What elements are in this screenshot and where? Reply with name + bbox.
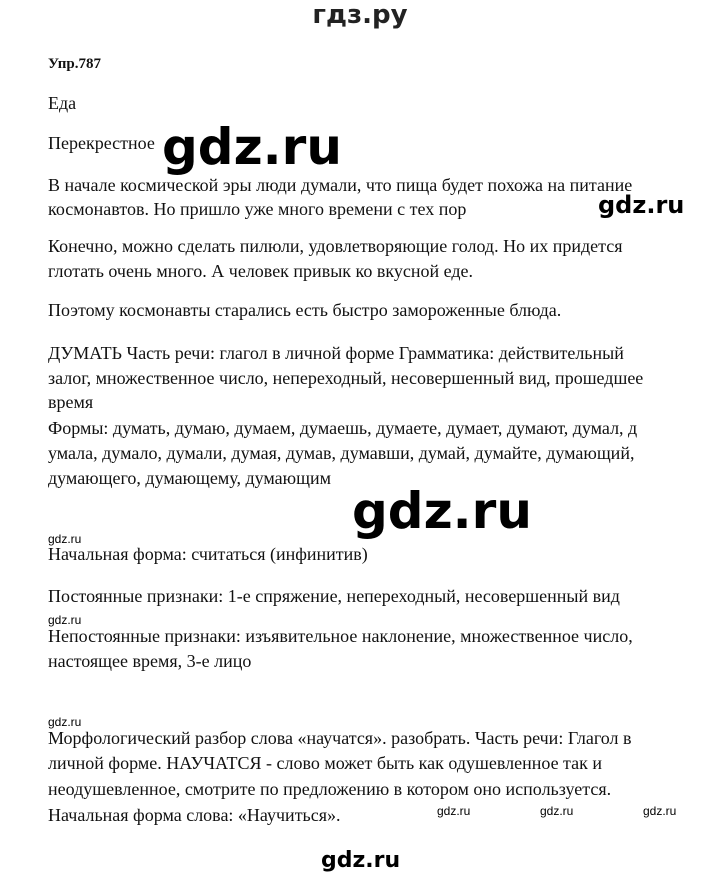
- text-line: Постоянные признаки: 1-е спряжение, непереходный, несовершенный вид: [48, 586, 620, 606]
- text-line: Морфологический разбор слова «научатся». разобрать. Часть речи: Глагол в: [48, 728, 632, 748]
- text-line: Начальная форма слова: «Научиться».: [48, 805, 341, 825]
- watermark: gdz.ru: [540, 804, 574, 818]
- watermark: gdz.ru: [352, 482, 532, 540]
- text-line: Перекрестное: [48, 133, 155, 153]
- text-line: глотать очень много. А человек привык ко вкусной еде.: [48, 261, 474, 281]
- text-line: Поэтому космонавты старались есть быстро замороженные блюда.: [48, 300, 562, 320]
- text-line: Начальная форма: считаться (инфинитив): [48, 544, 368, 564]
- text-line: Еда: [48, 93, 77, 113]
- exercise-title: Упр.787: [48, 56, 102, 72]
- watermark: gdz.ru: [48, 715, 82, 729]
- watermark: gdz.ru: [437, 804, 471, 818]
- text-line: ДУМАТЬ Часть речи: глагол в личной форме Грамматика: действительный: [48, 343, 624, 363]
- watermark: gdz.ru: [48, 613, 82, 627]
- text-line: время: [48, 392, 94, 412]
- text-line: думающего, думающему, думающим: [48, 468, 331, 488]
- text-line: Конечно, можно сделать пилюли, удовлетворяющие голод. Но их придется: [48, 236, 623, 256]
- text-line: умала, думало, думали, думая, думав, думавши, думай, думайте, думающий,: [48, 443, 635, 463]
- text-line: Непостоянные признаки: изъявительное наклонение, множественное число,: [48, 626, 633, 646]
- text-line: настоящее время, 3-е лицо: [48, 651, 252, 671]
- watermark: gdz.ru: [162, 118, 342, 176]
- watermark: gdz.ru: [598, 191, 685, 219]
- text-line: космонавтов. Но пришло уже много времени с тех пор: [48, 199, 467, 219]
- text-line: личной форме. НАУЧАТСЯ - слово может быть как одушевленное так и: [48, 753, 603, 773]
- site-header: гдз.ру: [312, 0, 408, 30]
- watermark: gdz.ru: [48, 532, 82, 546]
- watermark: gdz.ru: [321, 848, 401, 873]
- text-line: В начале космической эры люди думали, что пища будет похожа на питание: [48, 175, 633, 195]
- text-line: залог, множественное число, непереходный, несовершенный вид, прошедшее: [48, 368, 644, 388]
- text-line: Формы: думать, думаю, думаем, думаешь, думаете, думает, думают, думал, д: [48, 418, 638, 438]
- watermark: gdz.ru: [643, 804, 677, 818]
- text-line: неодушевленное, смотрите по предложению в котором оно используется.: [48, 779, 612, 799]
